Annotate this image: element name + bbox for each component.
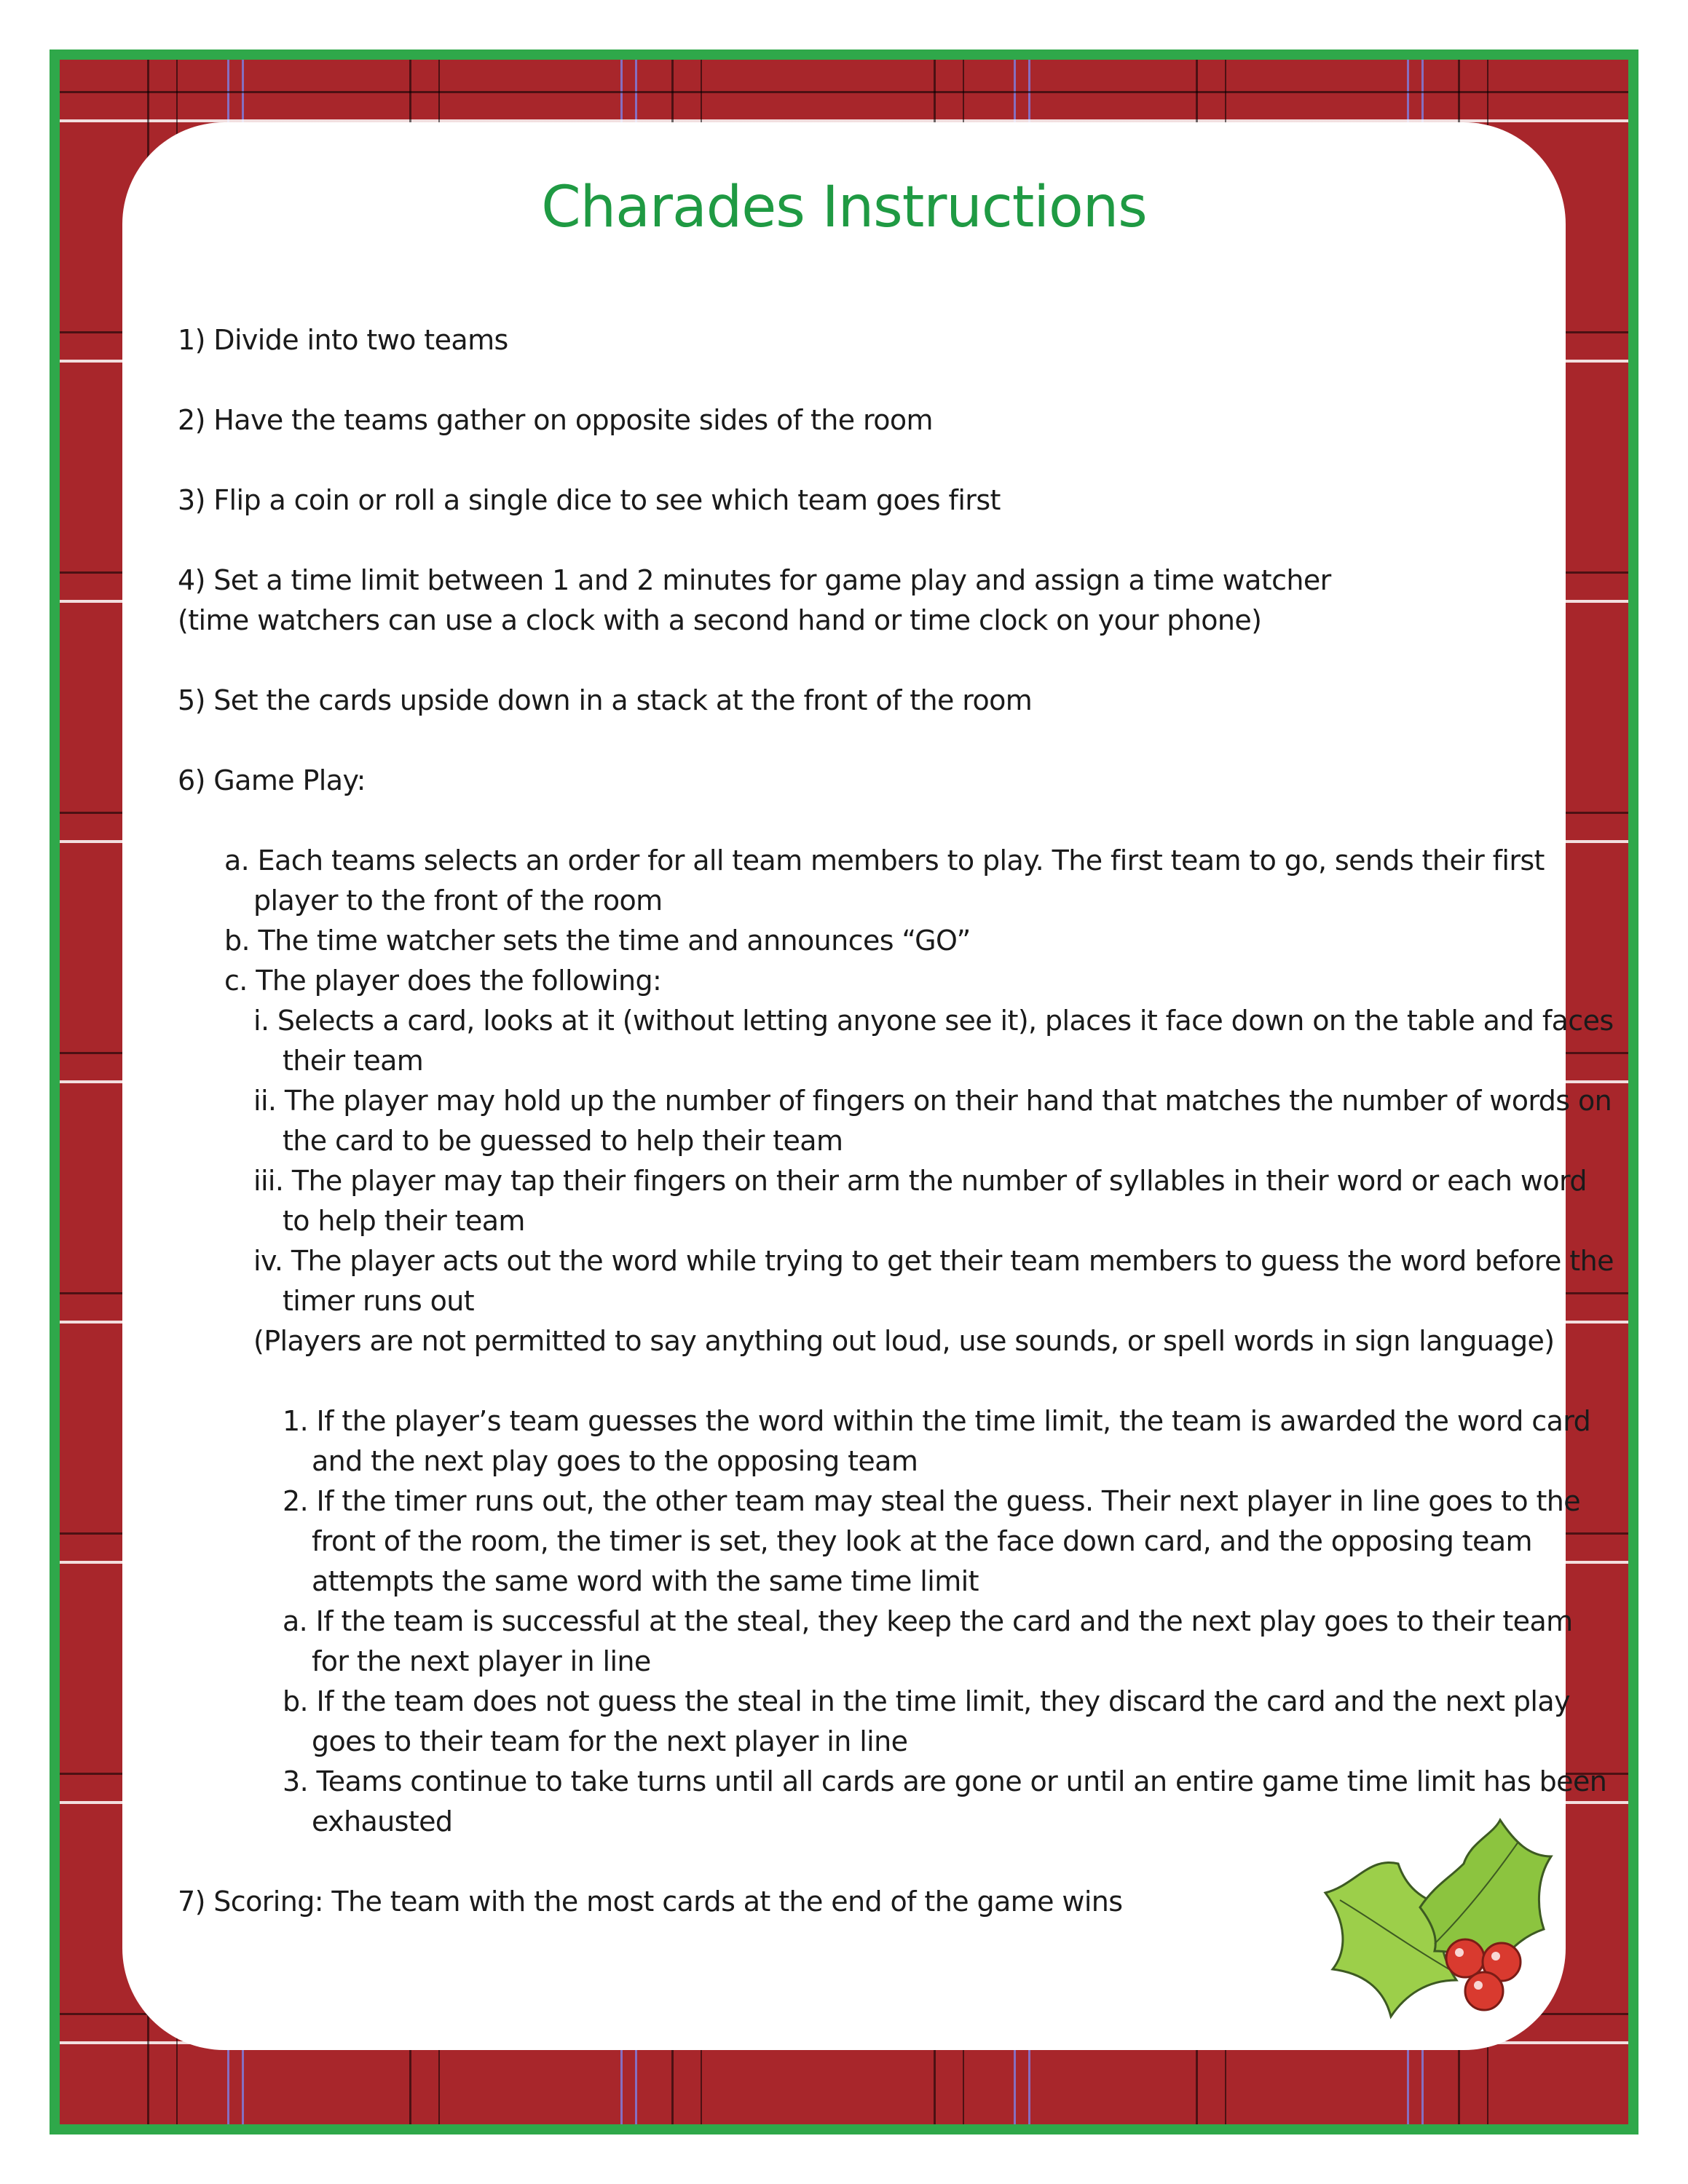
result-b-cont: goes to their team for the next player in line (312, 1725, 908, 1757)
gameplay-note: (Players are not permitted to say anything out loud, use sounds, or spell words in sign language) (253, 1325, 1555, 1357)
result-a-cont: for the next player in line (312, 1645, 651, 1677)
result-b: b. If the team does not guess the steal in the time limit, they discard the card and the next play (283, 1685, 1570, 1717)
gameplay-iv-cont: timer runs out (283, 1285, 475, 1317)
gameplay-ii: ii. The player may hold up the number of fingers on their hand that matches the number of words on (253, 1085, 1612, 1117)
gameplay-a-cont: player to the front of the room (253, 885, 663, 917)
step-4-note: (time watchers can use a clock with a second hand or time clock on your phone) (178, 604, 1262, 636)
gameplay-iii-cont: to help their team (283, 1205, 525, 1237)
gameplay-b: b. The time watcher sets the time and announces “GO” (224, 925, 971, 957)
result-3: 3. Teams continue to take turns until all cards are gone or until an entire game time limit has been (283, 1765, 1607, 1797)
step-3: 3) Flip a coin or roll a single dice to see which team goes first (178, 484, 1001, 516)
step-1: 1) Divide into two teams (178, 324, 508, 356)
result-a: a. If the team is successful at the steal, they keep the card and the next play goes to their team (283, 1605, 1573, 1637)
gameplay-iv: iv. The player acts out the word while trying to get their team members to guess the word before the (253, 1245, 1614, 1277)
result-2: 2. If the timer runs out, the other team may steal the guess. Their next player in line goes to the (283, 1485, 1581, 1517)
result-1-cont: and the next play goes to the opposing team (312, 1445, 918, 1477)
gameplay-c: c. The player does the following: (224, 965, 662, 997)
step-7: 7) Scoring: The team with the most cards at the end of the game wins (178, 1886, 1123, 1918)
step-6: 6) Game Play: (178, 764, 366, 796)
result-2-cont1: front of the room, the timer is set, they look at the face down card, and the opposing team (312, 1525, 1532, 1557)
holly-icon (1311, 1813, 1558, 2031)
step-4: 4) Set a time limit between 1 and 2 minutes for game play and assign a time watcher (178, 564, 1331, 596)
result-2-cont2: attempts the same word with the same time limit (312, 1565, 979, 1597)
step-5: 5) Set the cards upside down in a stack at the front of the room (178, 684, 1033, 716)
page-title: Charades Instructions (541, 175, 1147, 240)
instructions (178, 320, 1614, 1922)
result-1: 1. If the player’s team guesses the word within the time limit, the team is awarded the word card (283, 1405, 1591, 1437)
result-3-cont: exhausted (312, 1805, 453, 1837)
gameplay-i-cont: their team (283, 1045, 424, 1077)
gameplay-iii: iii. The player may tap their fingers on their arm the number of syllables in their word or each word (253, 1165, 1587, 1197)
gameplay-a: a. Each teams selects an order for all team members to play. The first team to go, sends their first (224, 844, 1545, 877)
gameplay-ii-cont: the card to be guessed to help their team (283, 1125, 843, 1157)
gameplay-i: i. Selects a card, looks at it (without letting anyone see it), places it face down on the table and faces (253, 1005, 1614, 1037)
step-2: 2) Have the teams gather on opposite sides of the room (178, 404, 933, 436)
